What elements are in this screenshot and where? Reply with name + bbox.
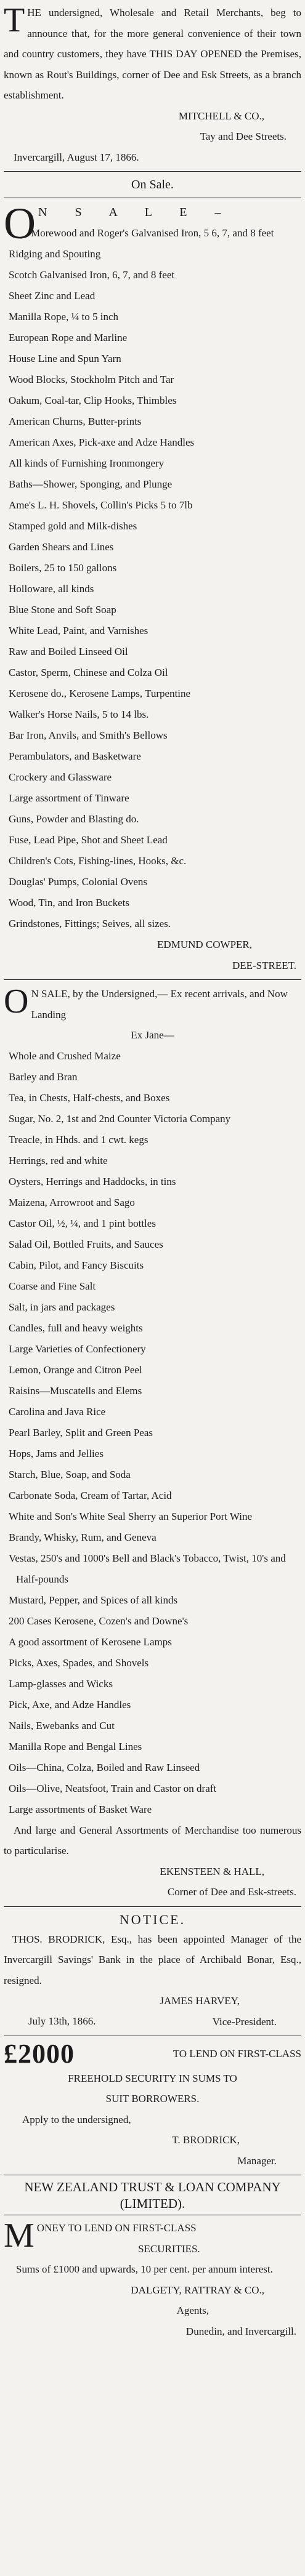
ekensteen-ship: Ex Jane— xyxy=(131,1029,174,1041)
list-item: Bar Iron, Anvils, and Smith's Bellows xyxy=(9,729,168,741)
list-item: Baths—Shower, Sponging, and Plunge xyxy=(9,478,173,490)
list-item: Herrings, red and white xyxy=(9,1154,108,1166)
list-item: European Rope and Marline xyxy=(9,332,128,343)
loan-signer: T. BRODRICK, xyxy=(172,2134,240,2146)
notice-signer: JAMES HARVEY, xyxy=(160,1995,240,2007)
list-item: Ame's L. H. Shovels, Collin's Picks 5 to 7lb xyxy=(9,499,193,511)
list-item: Large Varieties of Confectionery xyxy=(9,1342,146,1355)
list-item: Maizena, Arrowroot and Sago xyxy=(9,1196,135,1208)
list-item: Fuse, Lead Pipe, Shot and Sheet Lead xyxy=(9,834,168,846)
list-item: American Axes, Pick-axe and Adze Handles xyxy=(9,436,195,448)
list-item: Vestas, 250's and 1000's Bell and Black's Tobacco, Twist, 10's and Half-pounds xyxy=(9,1552,286,1585)
list-item: Blue Stone and Soft Soap xyxy=(9,604,116,616)
list-item: Walker's Horse Nails, 5 to 14 lbs. xyxy=(9,708,149,720)
list-item: Large assortments of Basket Ware xyxy=(9,1803,152,1815)
list-item: Wood Blocks, Stockholm Pitch and Tar xyxy=(9,374,174,385)
notice-date: July 13th, 1866. xyxy=(28,2015,96,2027)
mitchell-address: Tay and Dee Streets. xyxy=(200,130,287,142)
notice-title: NOTICE. xyxy=(119,1911,186,1927)
list-item: 200 Cases Kerosene, Cozen's and Downe's xyxy=(9,1615,189,1627)
nz-place: Dunedin, and Invercargill. xyxy=(185,2325,296,2337)
list-item: Oils—Olive, Neatsfoot, Train and Castor on draft xyxy=(9,1782,217,1794)
list-item: Castor, Sperm, Chinese and Colza Oil xyxy=(9,667,168,678)
cowper-heading: N S A L E – xyxy=(38,206,234,219)
list-item: Carbonate Soda, Cream of Tartar, Acid xyxy=(9,1489,172,1501)
list-item: All kinds of Furnishing Ironmongery xyxy=(9,457,165,469)
list-item: Boilers, 25 to 150 gallons xyxy=(9,562,117,574)
list-item: Castor Oil, ½, ¼, and 1 pint bottles xyxy=(9,1217,156,1229)
list-item: Whole and Crushed Maize xyxy=(9,1049,121,1062)
list-item: A good assortment of Kerosene Lamps xyxy=(9,1635,172,1648)
ekensteen-intro: N SALE, by the Undersigned,— Ex recent arrivals, and Now Landing xyxy=(31,988,288,1021)
nz-dropcap: M xyxy=(4,2217,35,2255)
list-item: Kerosene do., Kerosene Lamps, Turpentine xyxy=(9,688,191,699)
list-item: Salad Oil, Bottled Fruits, and Sauces xyxy=(9,1238,163,1250)
notice-role: Vice-President. xyxy=(212,2015,277,2028)
list-item: Oakum, Coal-tar, Clip Hooks, Thimbles xyxy=(9,395,177,406)
cowper-advert xyxy=(4,199,301,976)
list-item: Mustard, Pepper, and Spices of all kinds xyxy=(9,1594,178,1606)
notice-advert xyxy=(4,1911,301,2032)
list-item: Coarse and Fine Salt xyxy=(9,1280,96,1292)
nz-agents: Agents, xyxy=(176,2305,209,2316)
list-item: Holloware, all kinds xyxy=(9,583,94,595)
list-item: Douglas' Pumps, Colonial Ovens xyxy=(9,876,148,888)
nz-securities: SECURITIES. xyxy=(138,2242,200,2255)
mitchell-dateline: Invercargill, August 17, 1866. xyxy=(14,151,139,163)
list-item: American Churns, Butter-prints xyxy=(9,415,142,427)
list-item: Perambulators, and Basketware xyxy=(9,750,141,762)
list-item: Raisins—Muscatells and Elems xyxy=(9,1384,142,1397)
list-item: Oils—China, Colza, Boiled and Raw Linseed xyxy=(9,1761,200,1773)
mitchell-text: HE undersigned, Wholesale and Retail Merchants, beg to announce that, for the more general convenience of their town and country customers, they have THIS DAY OPENED the Premises, known as Rout's Buildings, corner of Dee and Esk Streets, as a branch establishment. xyxy=(4,7,301,101)
divider xyxy=(4,171,301,172)
list-item: Manilla Rope and Bengal Lines xyxy=(9,1740,142,1752)
ekensteen-closing: And large and General Assortments of Merchandise too numerous to particularise. xyxy=(4,1824,301,1856)
list-item: Pick, Axe, and Adze Handles xyxy=(9,1698,131,1711)
list-item: Children's Cots, Fishing-lines, Hooks, &c. xyxy=(9,855,187,867)
list-item: Cabin, Pilot, and Fancy Biscuits xyxy=(9,1259,144,1271)
list-item: Treacle, in Hhds. and 1 cwt. kegs xyxy=(9,1133,148,1146)
list-item: Guns, Powder and Blasting do. xyxy=(9,813,139,825)
list-item: Nails, Ewebanks and Cut xyxy=(9,1719,115,1731)
list-item: White and Son's White Seal Sherry an Superior Port Wine xyxy=(9,1510,253,1522)
on-sale-heading: On Sale. xyxy=(131,178,174,191)
notice-text: THOS. BRODRICK, Esq., has been appointed Manager of the Invercargill Savings' Bank in the place of Archibald Bonar, Esq., resigned. xyxy=(4,1933,301,1986)
list-item: Raw and Boiled Linseed Oil xyxy=(9,646,128,657)
loan-advert xyxy=(4,2040,301,2172)
list-item: Sugar, No. 2, 1st and 2nd Counter Victoria Company xyxy=(9,1112,231,1125)
loan-line3: SUIT BORROWERS. xyxy=(105,2093,200,2105)
list-item: Morewood and Roger's Galvanised Iron, 5 6, 7, and 8 feet xyxy=(31,227,274,239)
list-item: Tea, in Chests, Half-chests, and Boxes xyxy=(9,1091,170,1104)
nz-terms: Sums of £1000 and upwards, 10 per cent. per annum interest. xyxy=(16,2263,273,2275)
divider xyxy=(4,979,301,980)
loan-line1: TO LEND ON FIRST-CLASS xyxy=(173,2047,301,2060)
list-item: Oysters, Herrings and Haddocks, in tins xyxy=(9,1175,176,1187)
list-item: Scotch Galvanised Iron, 6, 7, and 8 feet xyxy=(9,269,175,281)
ekensteen-firm: EKENSTEEN & HALL, xyxy=(160,1865,264,1877)
nz-agents-firm: DALGETY, RATTRAY & CO., xyxy=(131,2284,264,2296)
list-item: Sheet Zinc and Lead xyxy=(9,290,96,302)
list-item: Hops, Jams and Jellies xyxy=(9,1447,104,1459)
list-item: Stamped gold and Milk-dishes xyxy=(9,520,137,532)
ekensteen-address: Corner of Dee and Esk-streets. xyxy=(167,1886,296,1898)
list-item: Lamp-glasses and Wicks xyxy=(9,1677,113,1690)
mitchell-firm: MITCHELL & CO., xyxy=(178,110,264,122)
list-item: Pearl Barley, Split and Green Peas xyxy=(9,1426,153,1438)
list-item: Manilla Rope, ¼ to 5 inch xyxy=(9,311,119,323)
ekensteen-dropcap: O xyxy=(4,982,29,1021)
nz-trust-advert xyxy=(4,2179,301,2341)
list-item: Barley and Bran xyxy=(9,1070,78,1083)
mitchell-dropcap: T xyxy=(4,1,25,39)
list-item: Crockery and Glassware xyxy=(9,771,112,783)
cowper-merchant: EDMUND COWPER, xyxy=(157,939,252,950)
nz-lend: ONEY TO LEND ON FIRST-CLASS xyxy=(36,2222,197,2234)
divider xyxy=(4,1906,301,1907)
list-item: Wood, Tin, and Iron Buckets xyxy=(9,897,130,909)
list-item: Lemon, Orange and Citron Peel xyxy=(9,1363,142,1376)
mitchell-advert xyxy=(4,2,301,167)
ekensteen-advert xyxy=(4,984,301,1903)
loan-apply: Apply to the undersigned, xyxy=(22,2113,131,2125)
list-item: Salt, in jars and packages xyxy=(9,1301,115,1313)
loan-amount: £2000 xyxy=(4,2038,75,2069)
list-item: Candles, full and heavy weights xyxy=(9,1322,143,1334)
list-item: Large assortment of Tinware xyxy=(9,792,129,804)
list-item: Picks, Axes, Spades, and Shovels xyxy=(9,1656,149,1669)
list-item: House Line and Spun Yarn xyxy=(9,353,121,364)
cowper-street: DEE-STREET. xyxy=(232,959,296,971)
list-item: Starch, Blue, Soap, and Soda xyxy=(9,1468,131,1480)
list-item: Grindstones, Fittings; Seives, all sizes. xyxy=(9,918,171,929)
list-item: Garden Shears and Lines xyxy=(9,541,114,553)
loan-line2: FREEHOLD SECURITY IN SUMS TO xyxy=(68,2072,237,2084)
cowper-dropcap: O xyxy=(4,199,36,248)
list-item: Ridging and Spouting xyxy=(9,248,101,260)
list-item: White Lead, Paint, and Varnishes xyxy=(9,625,148,636)
list-item: Carolina and Java Rice xyxy=(9,1405,106,1418)
nz-title: NEW ZEALAND TRUST & LOAN COMPANY (LIMITED). xyxy=(24,2180,281,2211)
loan-role: Manager. xyxy=(237,2154,277,2167)
list-item: Brandy, Whisky, Rum, and Geneva xyxy=(9,1531,157,1543)
